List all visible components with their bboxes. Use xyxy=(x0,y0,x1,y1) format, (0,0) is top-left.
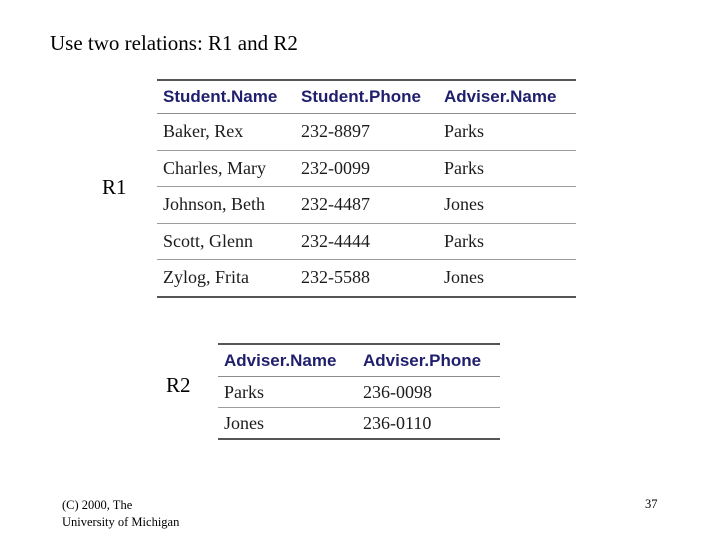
column-header-student-phone: Student.Phone xyxy=(295,80,438,114)
slide-title: Use two relations: R1 and R2 xyxy=(50,31,298,55)
relation-r2-table xyxy=(218,343,500,440)
table-row xyxy=(157,150,576,187)
cell-adviser-name: Jones xyxy=(218,408,357,440)
table-header-row xyxy=(157,80,576,114)
cell-adviser-name: Jones xyxy=(438,187,576,224)
cell-student-name: Scott, Glenn xyxy=(157,223,295,260)
cell-student-name: Charles, Mary xyxy=(157,150,295,187)
table-header-row xyxy=(218,344,500,377)
table-row xyxy=(218,377,500,408)
column-header-adviser-name: Adviser.Name xyxy=(218,344,357,377)
footer-line-1: (C) 2000, The xyxy=(62,498,133,512)
cell-student-name: Johnson, Beth xyxy=(157,187,295,224)
cell-student-phone: 232-0099 xyxy=(295,150,438,187)
cell-adviser-name: Jones xyxy=(438,260,576,297)
cell-student-phone: 232-5588 xyxy=(295,260,438,297)
cell-student-phone: 232-4487 xyxy=(295,187,438,224)
column-header-adviser-name: Adviser.Name xyxy=(438,80,576,114)
table-row xyxy=(157,187,576,224)
page-number: 37 xyxy=(645,497,658,511)
table-row xyxy=(218,408,500,440)
table-row xyxy=(157,223,576,260)
cell-student-name: Zylog, Frita xyxy=(157,260,295,297)
table-row xyxy=(157,114,576,151)
relation-r1-table xyxy=(157,79,576,298)
cell-adviser-phone: 236-0098 xyxy=(357,377,500,408)
cell-student-name: Baker, Rex xyxy=(157,114,295,151)
cell-student-phone: 232-4444 xyxy=(295,223,438,260)
column-header-student-name: Student.Name xyxy=(157,80,295,114)
footer-copyright xyxy=(62,497,179,531)
column-header-adviser-phone: Adviser.Phone xyxy=(357,344,500,377)
table-row xyxy=(157,260,576,297)
relation-label-r1: R1 xyxy=(102,175,127,199)
cell-student-phone: 232-8897 xyxy=(295,114,438,151)
footer-line-2: University of Michigan xyxy=(62,515,180,529)
relation-label-r2: R2 xyxy=(166,373,191,397)
cell-adviser-name: Parks xyxy=(438,150,576,187)
cell-adviser-phone: 236-0110 xyxy=(357,408,500,440)
cell-adviser-name: Parks xyxy=(438,223,576,260)
cell-adviser-name: Parks xyxy=(438,114,576,151)
cell-adviser-name: Parks xyxy=(218,377,357,408)
